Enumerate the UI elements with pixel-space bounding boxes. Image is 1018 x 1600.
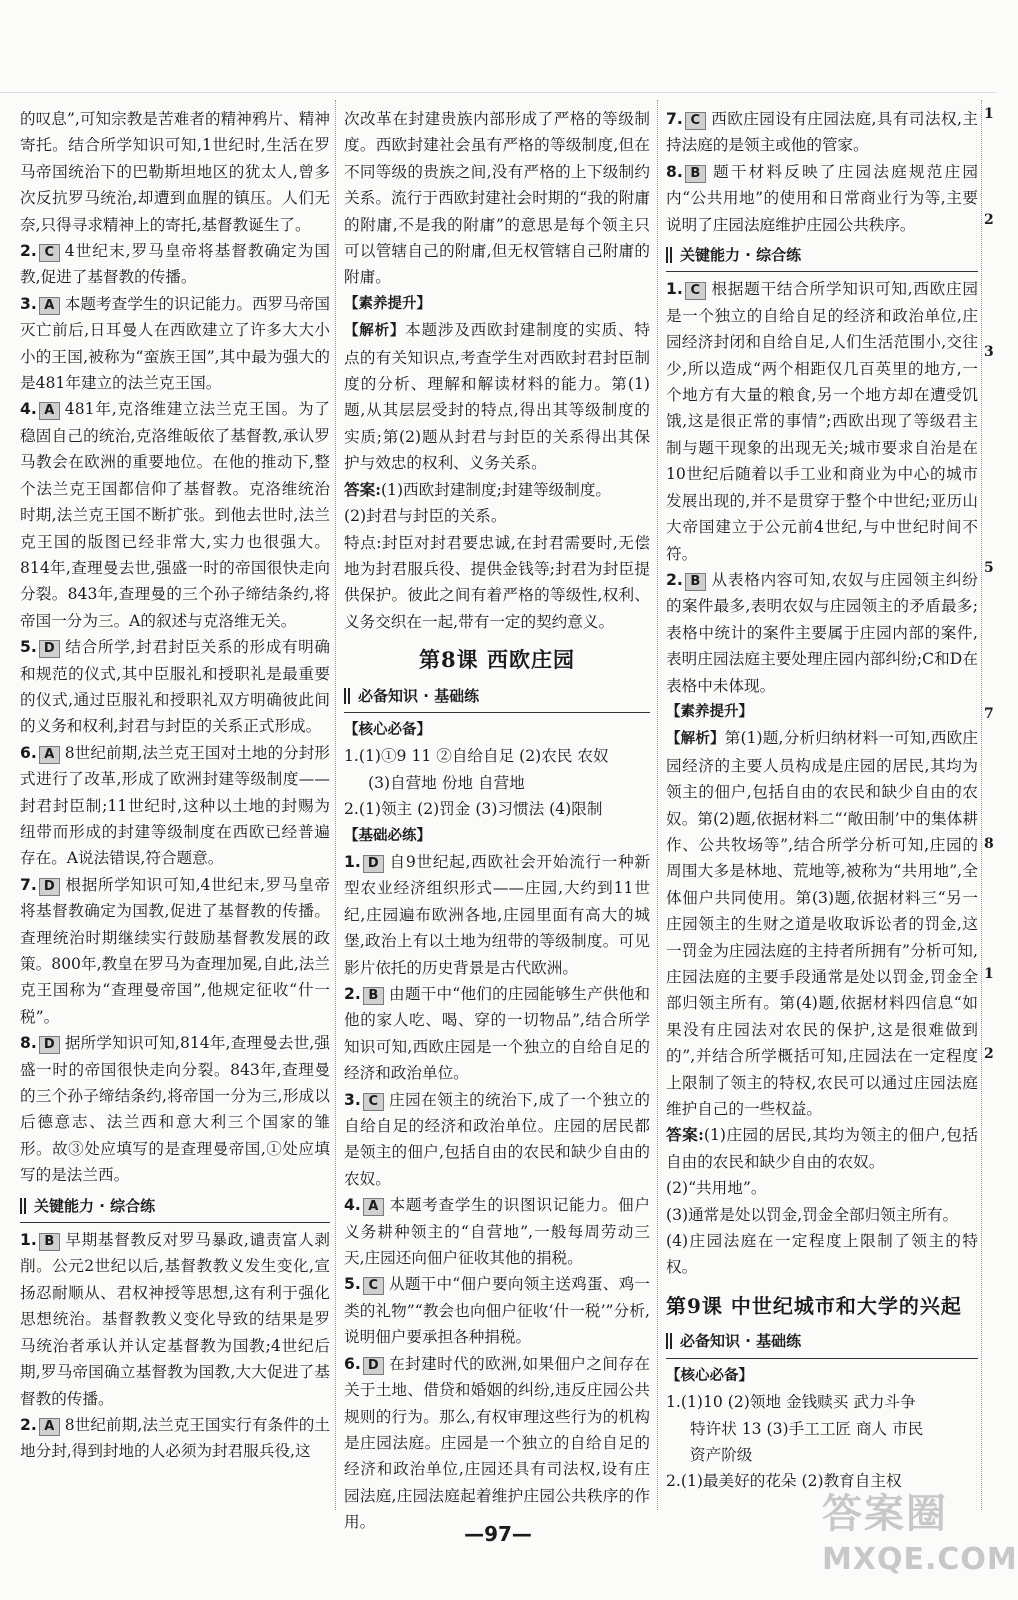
- core-line: 特许状 13 (3)手工工匠 商人 市民: [690, 1419, 924, 1438]
- lesson-title: 第8课 西欧庄园: [419, 647, 575, 673]
- watermark-text: 答案圈: [822, 1491, 948, 1537]
- answer-item: 2. B 由题干中“他们的庄园能够生产供他和他的家人吃、喝、穿的一切物品”,结合所学知识可知,西欧庄园是一个独立的自给自足的经济和政治单位。: [344, 985, 650, 1083]
- answer-item: 8. B 题干材料反映了庄园法庭规范庄园内“公共用地”的使用和日常商业行为等,主要说明了庄园法庭维护庄园公共秩序。: [666, 162, 978, 234]
- paragraph: 的叹息”,可知宗教是苦难者的精神鸦片、精神寄托。结合所学知识可知,1世纪时,生活在罗马帝国统治下的巴勒斯坦地区的犹太人,曾多次反抗罗马统治,却遭到血腥的镇压。人们无奈,只得寻求精神上的寄托,基督教诞生了。: [20, 110, 330, 234]
- answer-box: A: [39, 402, 60, 420]
- column-divider: [335, 100, 336, 1510]
- section-heading: 关键能力 · 综合练: [666, 241, 978, 272]
- watermark-logo: [822, 1488, 1018, 1596]
- answer-item: 5. C 从题干中“佃户要向领主送鸡蛋、鸡一类的礼物”“教会也向佃户征收‘什一税’”分析,说明佃户要承担各种捐税。: [344, 1275, 650, 1347]
- answer-item: 7. D 根据所学知识可知,4世纪末,罗马皇帝将基督教确定为国教,促进了基督教的传播。查理统治时期继续实行鼓励基督教发展的政策。800年,教皇在罗马为查理加冕,自此,法兰克王国称为“查理曼帝国”,他规定征收“什一税”。: [20, 875, 330, 1026]
- page-number: —97—: [464, 1522, 532, 1546]
- answer-item: 1. C 根据题干结合所学知识可知,西欧庄园是一个独立的自给自足的经济和政治单位,庄园经济封闭和自给自足,人们生活范围小,交往少,所以造成“两个相距仅几百英里的地方,一个地方有大量的粮食,另一个地方却在遭受饥饿,这是很正常的事情”;西欧出现了等级君主制与题干现象的出现无关;城市要求自治是在10世纪后随着以手工业和商业为中心的城市发展出现的,并不是贯穿于整个中世纪;亚历山大帝国建立于公元前4世纪,与中世纪时间不符。: [666, 280, 978, 563]
- answer-box: B: [685, 573, 706, 591]
- answer-item: 5. D 结合所学,封君封臣关系的形成有明确和规范的仪式,其中臣服礼和授职礼是最重要的仪式,通过臣服礼和授职礼双方明确彼此间的义务和权利,封君与封臣的关系正式形成。: [20, 638, 330, 736]
- edge-marker: 1: [984, 966, 994, 982]
- answer-item: 6. D 在封建时代的欧洲,如果佃户之间存在关于土地、借贷和婚姻的纠纷,违反庄园公共规则的行为。那么,有权审理这些行为的机构是庄园法庭。庄园是一个独立的自给自足的经济和政治单位,庄园还具有司法权,设有庄园法庭,庄园法庭起着维护庄园公共秩序的作用。: [344, 1354, 650, 1532]
- section-bars-icon: [344, 688, 352, 704]
- section-bars-icon: [20, 1198, 28, 1214]
- tag-label: 【核心必备】: [666, 1367, 753, 1384]
- section-bars-icon: [666, 1333, 674, 1349]
- answer-item: 3. C 庄园在领主的统治下,成了一个独立的自给自足的经济和政治单位。庄园的居民都是领主的佃户,包括自由的农民和缺少自由的农奴。: [344, 1090, 650, 1188]
- answer-box: C: [363, 1277, 384, 1295]
- answer-paragraph: (3)通常是处以罚金,罚金全部归领主所有。: [666, 1205, 959, 1224]
- answer-paragraph: (2)封君与封臣的关系。: [344, 507, 507, 526]
- answer-item: 2. A 8世纪前期,法兰克王国实行有条件的土地分封,得到封地的人必须为封君服兵役,这: [20, 1415, 330, 1461]
- analysis-paragraph: 【解析】第(1)题,分析归纳材料一可知,西欧庄园经济的主要人员构成是庄园的居民,其均为领主的佃户,包括自由的农民和缺少自由的农奴。第(2)题,依据材料二“‘敞田制’中的集体耕作、公共牧场等”,结合所学分析可知,庄园的周围大多是林地、荒地等,被称为“共用地”,全体佃户共同使用。第(3)题,依据材料三“另一庄园领主的生财之道是收取诉讼者的罚金,这一罚金为庄园法庭的主持者所拥有”分析可知,庄园法庭的主要手段通常是处以罚金,罚金全部归领主所有。第(4)题,依据材料四信息“如果没有庄园法对农民的保护,这是很难做到的”,并结合所学概括可知,庄园法在一定程度上限制了领主的特权,农民可以通过庄园法庭维护自己的一些权益。: [666, 729, 978, 1119]
- edge-marker: 2: [984, 1046, 994, 1062]
- section-heading: 关键能力 · 综合练: [20, 1192, 330, 1223]
- tag-label: 【基础必练】: [344, 827, 431, 844]
- answer-box: A: [39, 1418, 60, 1436]
- lesson-title: 第9课 中世纪城市和大学的兴起: [666, 1293, 962, 1318]
- answer-box: C: [39, 244, 60, 262]
- answer-box: D: [39, 640, 60, 658]
- column-divider: [657, 100, 658, 1510]
- column-divider: [981, 100, 982, 1510]
- answer-box: C: [685, 112, 706, 130]
- answer-box: A: [39, 746, 60, 764]
- core-line: 2.(1)领主 (2)罚金 (3)习惯法 (4)限制: [344, 800, 603, 819]
- answer-box: B: [685, 165, 706, 183]
- paragraph: 次改革在封建贵族内部形成了严格的等级制度。西欧封建社会虽有严格的等级制度,但在不同等级的贵族之间,没有严格的上下级制约关系。流行于西欧封建社会时期的“我的附庸的附庸,不是我的附庸”的意思是每个领主只可以管辖自己的附庸,但无权管辖自己附庸的附庸。: [344, 110, 650, 287]
- page-top-rule: [0, 92, 996, 93]
- answer-item: 7. C 西欧庄园设有庄园法庭,具有司法权,主持法庭的是领主或他的管家。: [666, 110, 978, 155]
- answer-box: A: [363, 1198, 384, 1216]
- core-line: 1.(1)10 (2)领地 金钱赎买 武力斗争: [666, 1393, 916, 1412]
- answer-box: B: [363, 987, 384, 1005]
- tag-label: 【素养提升】: [666, 703, 753, 720]
- answer-paragraph: (2)“共用地”。: [666, 1179, 767, 1198]
- section-bars-icon: [666, 247, 674, 263]
- watermark-url: MXQE.COM: [822, 1542, 1018, 1577]
- edge-marker: 2: [984, 212, 994, 228]
- analysis-paragraph: 【解析】本题涉及西欧封建制度的实质、特点的有关知识点,考查学生对西欧封君封臣制度的分析、理解和解读材料的能力。第(1)题,从其层层受封的特点,得出其等级制度的实质;第(2)题从封君与封臣的关系得出其保护与效忠的权利、义务关系。: [344, 321, 650, 473]
- core-line: (3)自营地 份地 自营地: [368, 773, 525, 792]
- answer-item: 2. C 4世纪末,罗马皇帝将基督教确定为国教,促进了基督教的传播。: [20, 242, 330, 287]
- answer-item: 2. B 从表格内容可知,农奴与庄园领主纠纷的案件最多,表明农奴与庄园领主的矛盾最多;表格中统计的案件主要属于庄园内部的案件,表明庄园法庭主要处理庄园内部纠纷;C和D在表格中未体现。: [666, 570, 978, 695]
- core-line: 1.(1)①9 11 ②自给自足 (2)农民 农奴: [344, 747, 609, 766]
- tag-label: 【素养提升】: [344, 295, 431, 312]
- answer-item: 1. D 自9世纪起,西欧社会开始流行一种新型农业经济组织形式——庄园,大约到11世纪,庄园遍布欧洲各地,庄园里面有高大的城堡,政治上有以土地为纽带的等级制度。可见影片依托的历史背景是古代欧洲。: [344, 852, 650, 977]
- answer-item: 3. A 本题考查学生的识记能力。西罗马帝国灭亡前后,日耳曼人在西欧建立了许多大大小小的王国,被称为“蛮族王国”,其中最为强大的是481年建立的法兰克王国。: [20, 294, 330, 393]
- column-left: [20, 106, 330, 1465]
- answer-paragraph: 答案:(1)西欧封建制度;封建等级制度。: [344, 479, 612, 499]
- answer-item: 8. D 据所学知识可知,814年,查理曼去世,强盛一时的帝国很快走向分裂。843年,查理曼的三个孙子缔结条约,将帝国一分为三,形成以后德意志、法兰西和意大利三个国家的雏形。故③处应填写的是查理曼帝国,①处应填写的是法兰西。: [20, 1034, 330, 1185]
- answer-paragraph: 特点:封臣对封君要忠诚,在封君需要时,无偿地为封君服兵役、提供金钱等;封君为封臣提供保护。彼此之间有着严格的等级性,权利、义务交织在一起,带有一定的契约意义。: [344, 533, 650, 631]
- answer-box: A: [39, 297, 60, 315]
- answer-box: D: [39, 878, 60, 896]
- answer-item: 1. B 早期基督教反对罗马暴政,谴责富人剥削。公元2世纪以后,基督教教义发生变化,宣扬忍耐顺从、君权神授等思想,这有利于强化思想统治。基督教教义变化导致的结果是罗马统治者承认并认定基督教为国教;4世纪后期,罗马帝国确立基督教为国教,大大促进了基督教的传播。: [20, 1231, 330, 1408]
- answer-box: C: [685, 282, 706, 300]
- core-line: 资产阶级: [690, 1445, 753, 1464]
- edge-marker: 7: [984, 706, 994, 722]
- answer-box: D: [363, 855, 384, 873]
- edge-marker: 8: [984, 836, 994, 852]
- core-line: 2.(1)最美好的花朵 (2)教育自主权: [666, 1472, 902, 1491]
- section-heading: 必备知识 · 基础练: [344, 682, 650, 713]
- section-heading: 必备知识 · 基础练: [666, 1327, 978, 1358]
- answer-item: 4. A 本题考查学生的识图识记能力。佃户义务耕种领主的“自营地”,一般每周劳动三天,庄园还向佃户征收其他的捐税。: [344, 1196, 650, 1268]
- answer-box: C: [363, 1093, 384, 1111]
- answer-box: D: [39, 1036, 60, 1054]
- answer-paragraph: 答案:(1)庄园的居民,其均为领主的佃户,包括自由的农民和缺少自由的农奴。: [666, 1125, 978, 1171]
- tag-label: 【核心必备】: [344, 721, 431, 738]
- column-right: [666, 106, 978, 1495]
- answer-item: 4. A 481年,克洛维建立法兰克王国。为了稳固自己的统治,克洛维皈依了基督教,承认罗马教会在欧洲的重要地位。在他的推动下,整个法兰克王国都信仰了基督教。克洛维统治时期,法兰克王国不断扩张。到他去世时,法兰克王国的版图已经非常大,实力也很强大。814年,查理曼去世,强盛一时的帝国很快走向分裂。843年,查理曼的三个孙子缔结条约,将帝国一分为三。A的叙述与克洛维无关。: [20, 400, 330, 630]
- edge-marker: 3: [984, 344, 994, 360]
- answer-paragraph: (4)庄园法庭在一定程度上限制了领主的特权。: [666, 1232, 978, 1277]
- answer-box: B: [39, 1233, 60, 1251]
- edge-marker: 5: [984, 560, 994, 576]
- answer-item: 6. A 8世纪前期,法兰克王国对土地的分封形式进行了改革,形成了欧洲封建等级制度——封君封臣制;11世纪时,这种以土地的封赐为纽带而形成的封建等级制度在西欧已经普遍存在。A说法错误,符合题意。: [20, 743, 330, 868]
- edge-marker: 1: [984, 106, 994, 122]
- answer-box: D: [363, 1357, 384, 1375]
- column-middle: [344, 106, 650, 1536]
